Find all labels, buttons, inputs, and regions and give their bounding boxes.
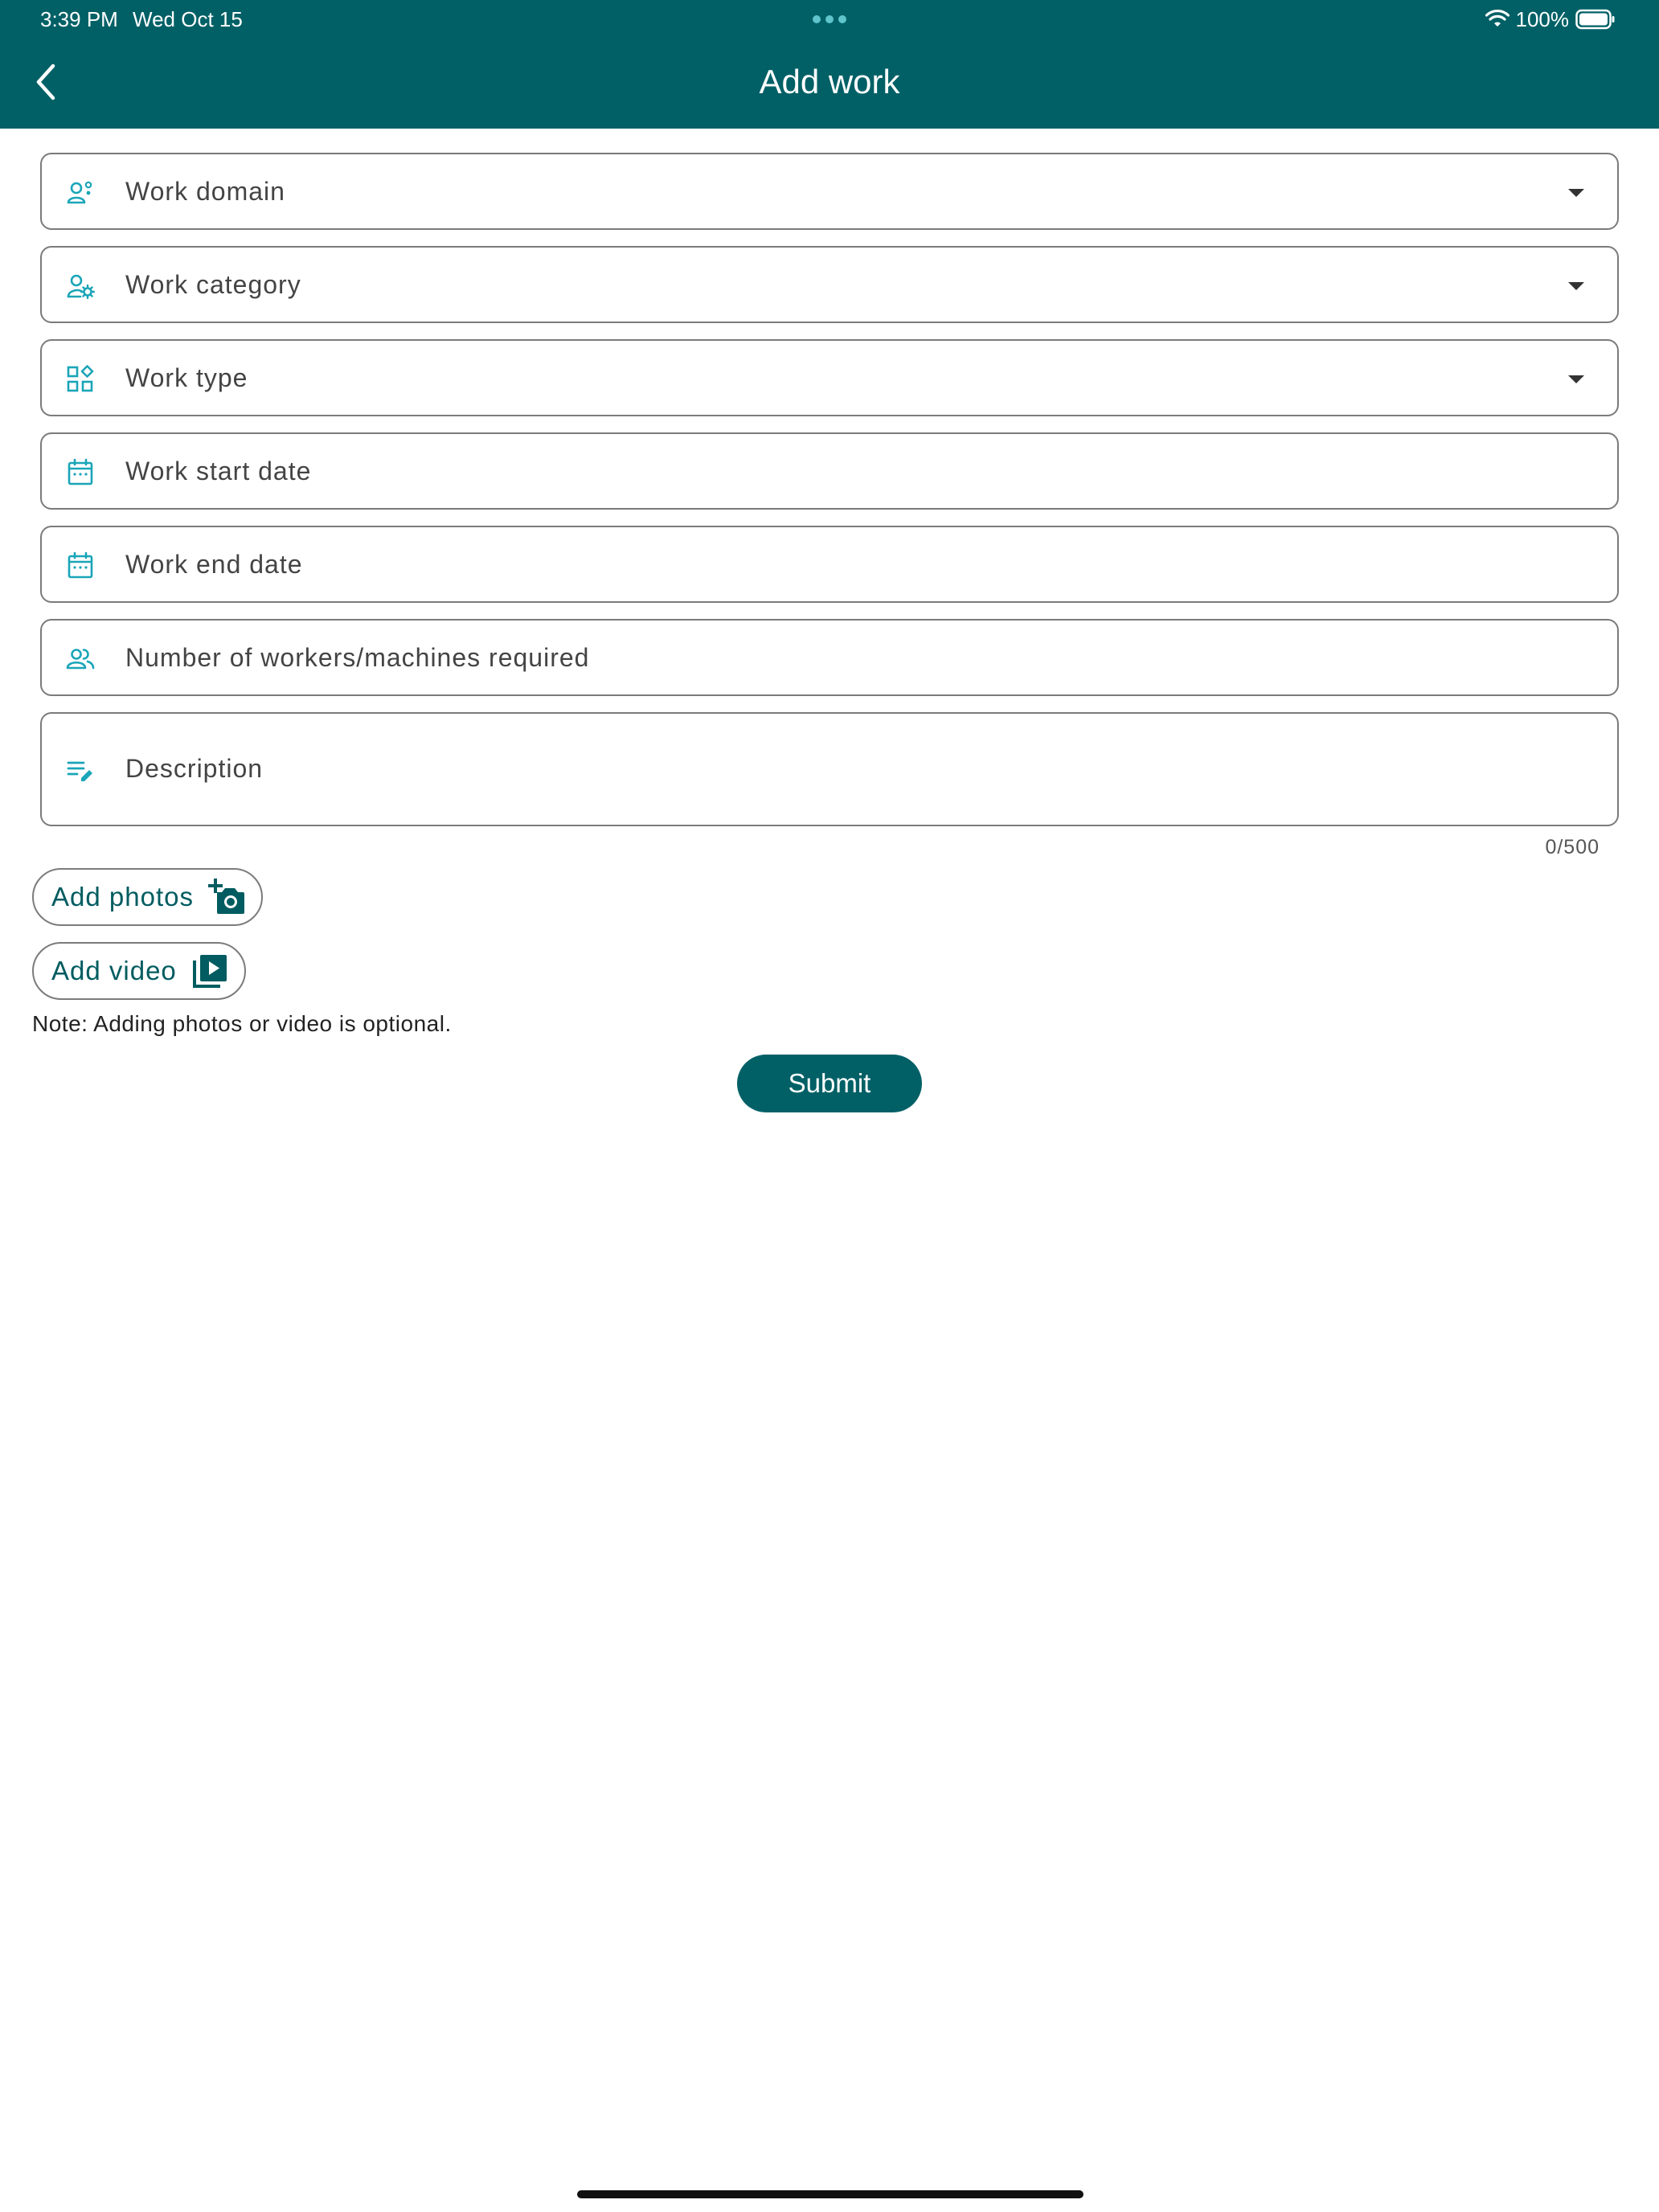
add-photos-button[interactable] xyxy=(32,868,263,926)
battery-icon xyxy=(1575,9,1616,30)
add-a-photo-icon xyxy=(208,879,245,916)
calendar-icon xyxy=(66,458,95,487)
work-end-date-label: Work end date xyxy=(125,550,303,579)
edit-note-icon xyxy=(66,756,95,785)
optional-media-note: Note: Adding photos or video is optional. xyxy=(32,1011,452,1036)
description-textarea[interactable] xyxy=(40,712,1619,826)
description-label: Description xyxy=(125,754,264,783)
wifi-icon xyxy=(1485,10,1509,29)
work-category-label: Work category xyxy=(125,270,301,299)
add-video-button[interactable] xyxy=(32,942,246,1000)
status-date: Wed Oct 15 xyxy=(133,7,243,31)
person-gear-icon xyxy=(66,272,95,301)
work-type-label: Work type xyxy=(125,363,248,392)
add-photos-label: Add photos xyxy=(51,882,194,911)
work-domain-dropdown[interactable] xyxy=(40,153,1619,230)
status-time: 3:39 PM xyxy=(40,7,118,31)
work-domain-label: Work domain xyxy=(125,177,285,206)
work-category-dropdown[interactable] xyxy=(40,246,1619,323)
home-indicator[interactable] xyxy=(577,2190,1083,2198)
work-start-date-label: Work start date xyxy=(125,457,312,485)
workers-count-field[interactable] xyxy=(40,619,1619,696)
add-video-label: Add video xyxy=(51,956,177,985)
work-start-date-field[interactable] xyxy=(40,432,1619,510)
chevron-down-icon[interactable] xyxy=(1567,281,1585,291)
video-library-icon xyxy=(191,952,228,989)
people-icon xyxy=(66,645,95,674)
status-indicators xyxy=(1485,6,1616,33)
description-char-counter: 0/500 xyxy=(1545,836,1600,858)
person-sparkle-icon xyxy=(66,178,95,207)
apps-icon xyxy=(66,365,95,394)
multitasking-dots-icon[interactable] xyxy=(812,14,847,24)
work-end-date-field[interactable] xyxy=(40,526,1619,603)
chevron-down-icon[interactable] xyxy=(1567,375,1585,384)
page-title: Add work xyxy=(759,63,900,100)
app-bar xyxy=(0,39,1659,129)
work-type-dropdown[interactable] xyxy=(40,339,1619,416)
chevron-down-icon[interactable] xyxy=(1567,188,1585,198)
workers-count-label: Number of workers/machines required xyxy=(125,643,590,672)
status-bar xyxy=(0,0,1659,39)
submit-button[interactable]: Submit xyxy=(737,1055,922,1112)
battery-percentage: 100% xyxy=(1515,6,1569,31)
calendar-icon xyxy=(66,551,95,580)
